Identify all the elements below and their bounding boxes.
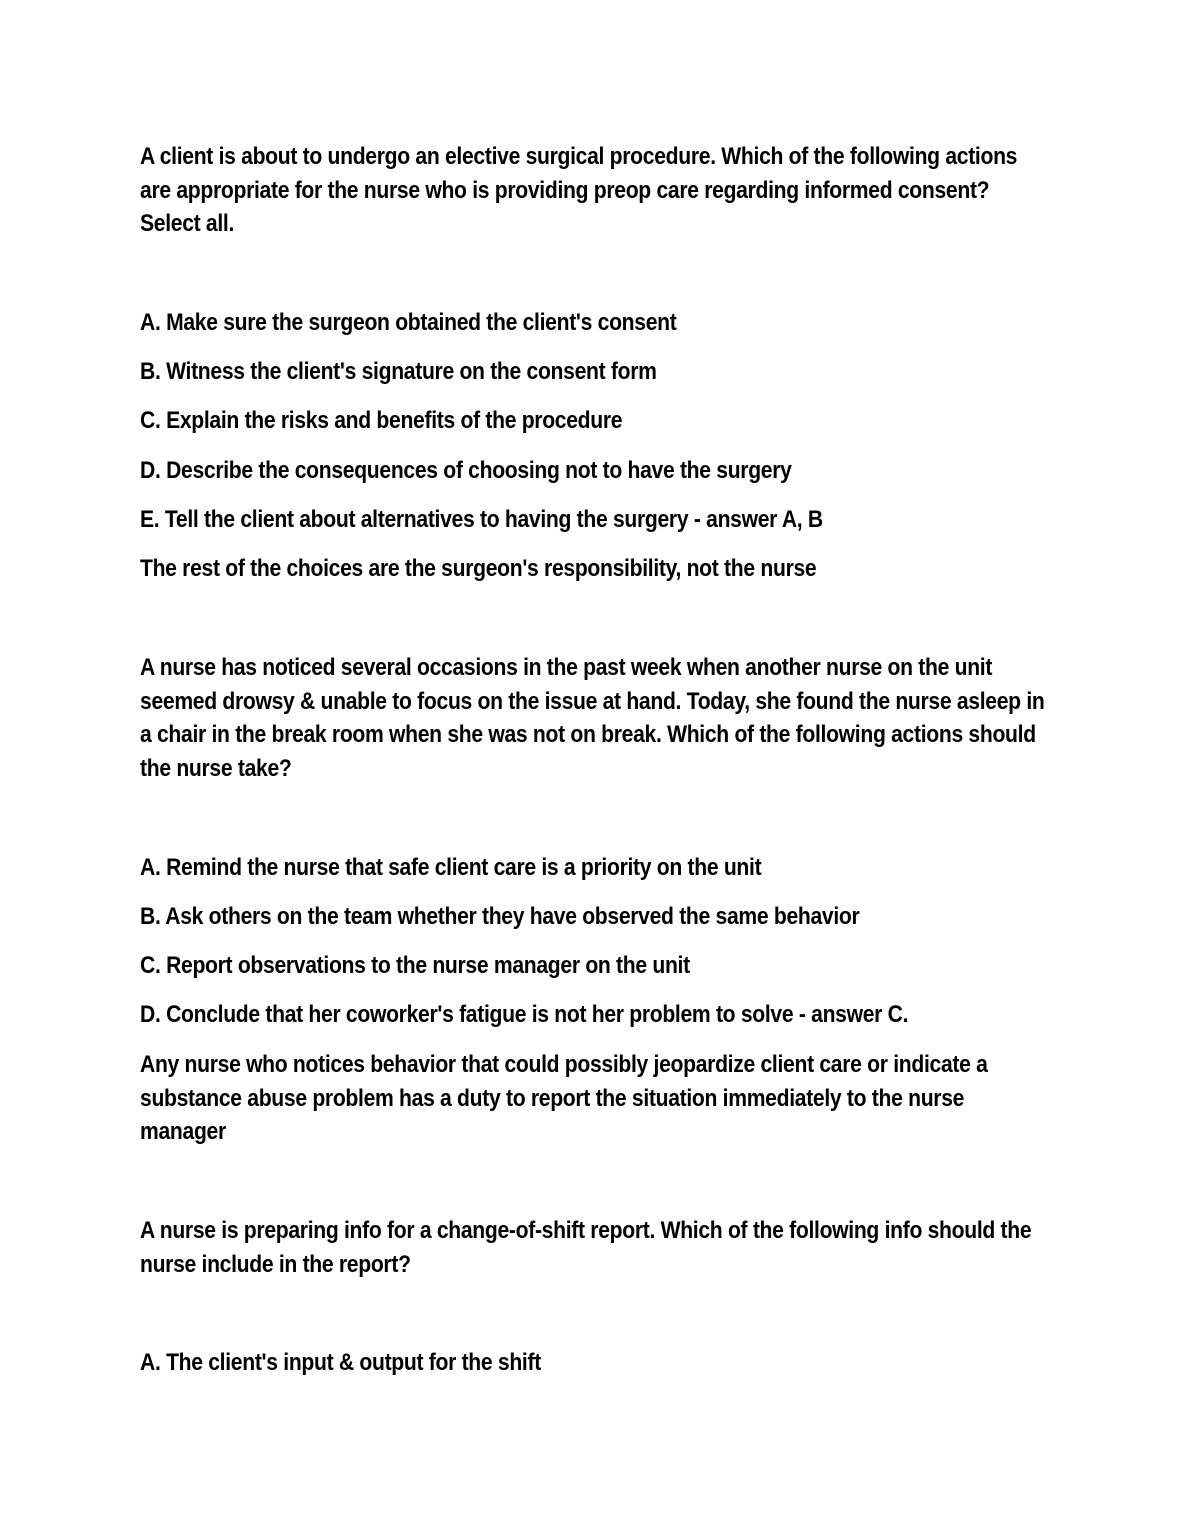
question-2-choice-d: D. Conclude that her coworker's fatigue is not her problem to solve - answer C. <box>140 1001 909 1028</box>
question-2-stem: A nurse has noticed several occasions in the past week when another nurse on the unit seemed drowsy & unable to focus on the issue at hand. Today, she found the nurse asleep in a chair in the break room when she was not on break. Which of the following actions should the nurse take? <box>140 654 1045 782</box>
question-1-choice-c: C. Explain the risks and benefits of the procedure <box>140 407 623 434</box>
question-2-choice-b: B. Ask others on the team whether they have observed the same behavior <box>140 903 860 930</box>
question-1-choice-d: D. Describe the consequences of choosing not to have the surgery <box>140 457 792 484</box>
question-3-stem: A nurse is preparing info for a change-of-shift report. Which of the following info should the nurse include in the report? <box>140 1217 1032 1278</box>
question-2-rationale: Any nurse who notices behavior that could possibly jeopardize client care or indicate a substance abuse problem has a duty to report the situation immediately to the nurse manager <box>140 1051 988 1145</box>
question-1-stem: A client is about to undergo an elective surgical procedure. Which of the following actions are appropriate for the nurse who is providing preop care regarding informed consent? Select all. <box>140 143 1018 237</box>
question-2-choice-c: C. Report observations to the nurse manager on the unit <box>140 952 690 979</box>
question-1-choice-a: A. Make sure the surgeon obtained the client's consent <box>140 309 677 336</box>
question-2-choice-a: A. Remind the nurse that safe client care is a priority on the unit <box>140 854 762 881</box>
question-1-choice-e: E. Tell the client about alternatives to having the surgery - answer A, B <box>140 506 823 533</box>
question-3-choice-a: A. The client's input & output for the shift <box>140 1349 541 1376</box>
question-1-choice-b: B. Witness the client's signature on the consent form <box>140 358 657 385</box>
question-1-rationale: The rest of the choices are the surgeon's responsibility, not the nurse <box>140 555 817 582</box>
